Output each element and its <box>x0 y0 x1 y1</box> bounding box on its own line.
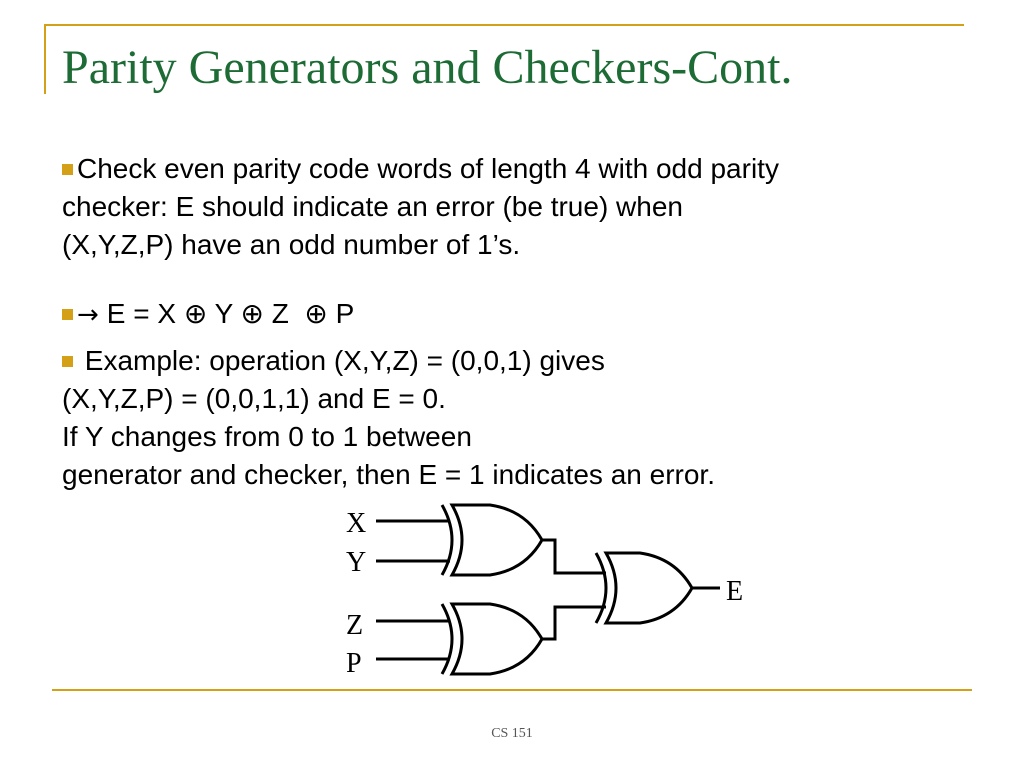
input-label-z: Z <box>346 610 364 641</box>
bullet-3 <box>62 342 982 494</box>
bullet-3-line-2: (X,Y,Z,P) = (0,0,1,1) and E = 0. <box>62 383 446 414</box>
bullet-1-line-1: Check even parity code words of length 4 with odd parity <box>77 153 779 184</box>
equation: E = X ⊕ Y ⊕ Z ⊕ P <box>106 298 355 329</box>
xor-gate-1 <box>442 505 542 575</box>
xor-gate-3 <box>596 553 692 623</box>
bullet-1-line-3: (X,Y,Z,P) have an odd number of 1’s. <box>62 229 521 260</box>
bullet-square-icon <box>62 164 73 175</box>
slide-title: Parity Generators and Checkers-Cont. <box>62 41 793 94</box>
xor-circuit-diagram <box>330 500 770 680</box>
frame-left-rule <box>44 24 46 94</box>
right-arrow-icon: → <box>77 300 99 330</box>
footer-rule <box>52 689 972 691</box>
input-label-y: Y <box>346 547 367 578</box>
input-label-x: X <box>346 508 367 539</box>
bullet-square-icon <box>62 356 73 367</box>
bullet-2 <box>62 295 982 334</box>
bullet-square-icon <box>62 309 73 320</box>
frame-top-rule <box>44 24 964 26</box>
bullet-3-line-1: Example: operation (X,Y,Z) = (0,0,1) gives <box>77 345 605 376</box>
footer-text: CS 151 <box>491 726 533 741</box>
bullet-3-line-3: If Y changes from 0 to 1 between <box>62 421 472 452</box>
output-label-e: E <box>726 576 744 607</box>
bullet-3-line-4: generator and checker, then E = 1 indicates an error. <box>62 459 715 490</box>
bullet-1 <box>62 150 982 264</box>
xor-gate-2 <box>442 604 542 674</box>
bullet-1-line-2: checker: E should indicate an error (be true) when <box>62 191 683 222</box>
input-label-p: P <box>346 648 362 679</box>
